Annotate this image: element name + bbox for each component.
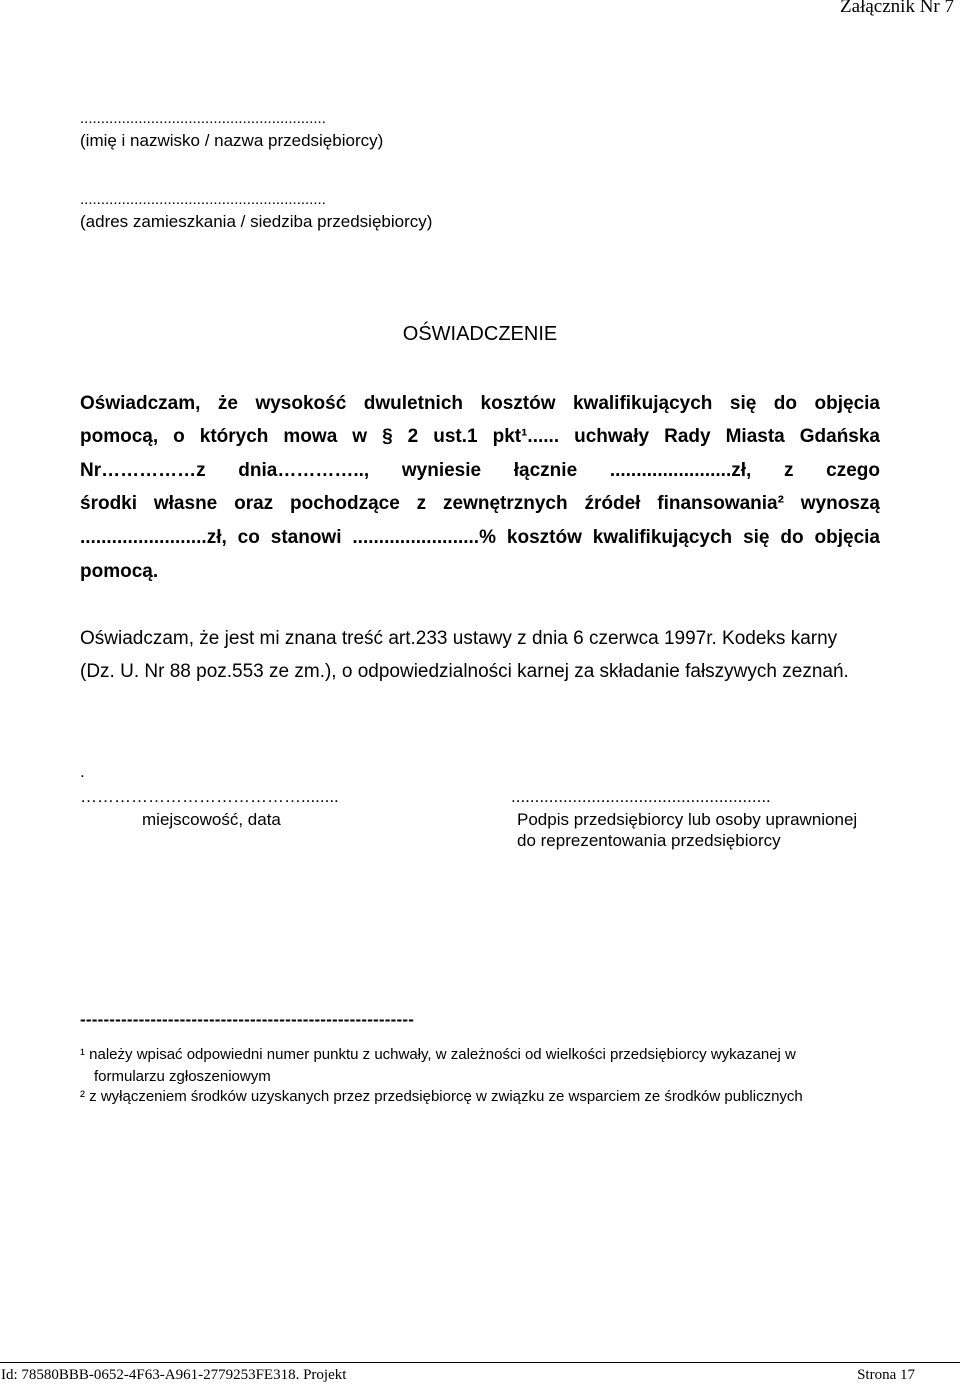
declaration-line-5: ........................zł, co stanowi ........................% kosztów kwalifikujących się do objęcia xyxy=(80,527,880,548)
page-number: Strona 17 xyxy=(857,1367,915,1383)
place-date-label: miejscowość, data xyxy=(142,810,281,829)
declaration-line-3: Nr……………z dnia………….., wyniesie łącznie .......................zł, z czego xyxy=(80,460,880,481)
declaration-line-1: Oświadczam, że wysokość dwuletnich kosztów kwalifikujących się do objęcia xyxy=(80,393,880,414)
footnote-1-line-2: formularzu zgłoszeniowym xyxy=(94,1068,271,1085)
applicant-address-label: (adres zamieszkania / siedziba przedsiębiorcy) xyxy=(80,212,433,231)
applicant-name-label: (imię i nazwisko / nazwa przedsiębiorcy) xyxy=(80,131,384,150)
annex-label: Załącznik Nr 7 xyxy=(840,0,954,17)
statement-line-1: Oświadczam, że jest mi znana treść art.233 ustawy z dnia 6 czerwca 1997r. Kodeks karny xyxy=(80,628,838,649)
applicant-address-dots: ........................................................... xyxy=(80,191,326,208)
declaration-line-4: środki własne oraz pochodzące z zewnętrznych źródeł finansowania² wynoszą xyxy=(80,493,880,514)
footnote-separator: --------------------------------------------------------- xyxy=(80,1010,415,1029)
statement-line-2: (Dz. U. Nr 88 poz.553 ze zm.), o odpowiedzialności karnej za składanie fałszywych zeznań. xyxy=(80,661,849,682)
signature-period: . xyxy=(80,762,85,781)
applicant-name-dots: ........................................................... xyxy=(80,110,326,127)
signature-label-line-2: do reprezentowania przedsiębiorcy xyxy=(517,831,781,850)
place-date-dots: …………………………………........ xyxy=(80,787,339,806)
declaration-line-6: pomocą. xyxy=(80,561,159,582)
signature-dots: ....................................................... xyxy=(511,787,771,806)
footer-rule xyxy=(0,1362,960,1363)
declaration-title: OŚWIADCZENIE xyxy=(402,323,558,345)
document-id: Id: 78580BBB-0652-4F63-A961-2779253FE318. Projekt xyxy=(1,1367,347,1383)
declaration-line-2: pomocą, o których mowa w § 2 ust.1 pkt¹...... uchwały Rady Miasta Gdańska xyxy=(80,426,880,447)
footnote-1-line-1: ¹ należy wpisać odpowiedni numer punktu z uchwały, w zależności od wielkości przedsiębiorcy wykazanej w xyxy=(80,1046,796,1063)
footnote-2: ² z wyłączeniem środków uzyskanych przez przedsiębiorcę w związku ze wsparciem ze środków publicznych xyxy=(80,1088,803,1105)
signature-label-line-1: Podpis przedsiębiorcy lub osoby uprawnionej xyxy=(517,810,858,829)
